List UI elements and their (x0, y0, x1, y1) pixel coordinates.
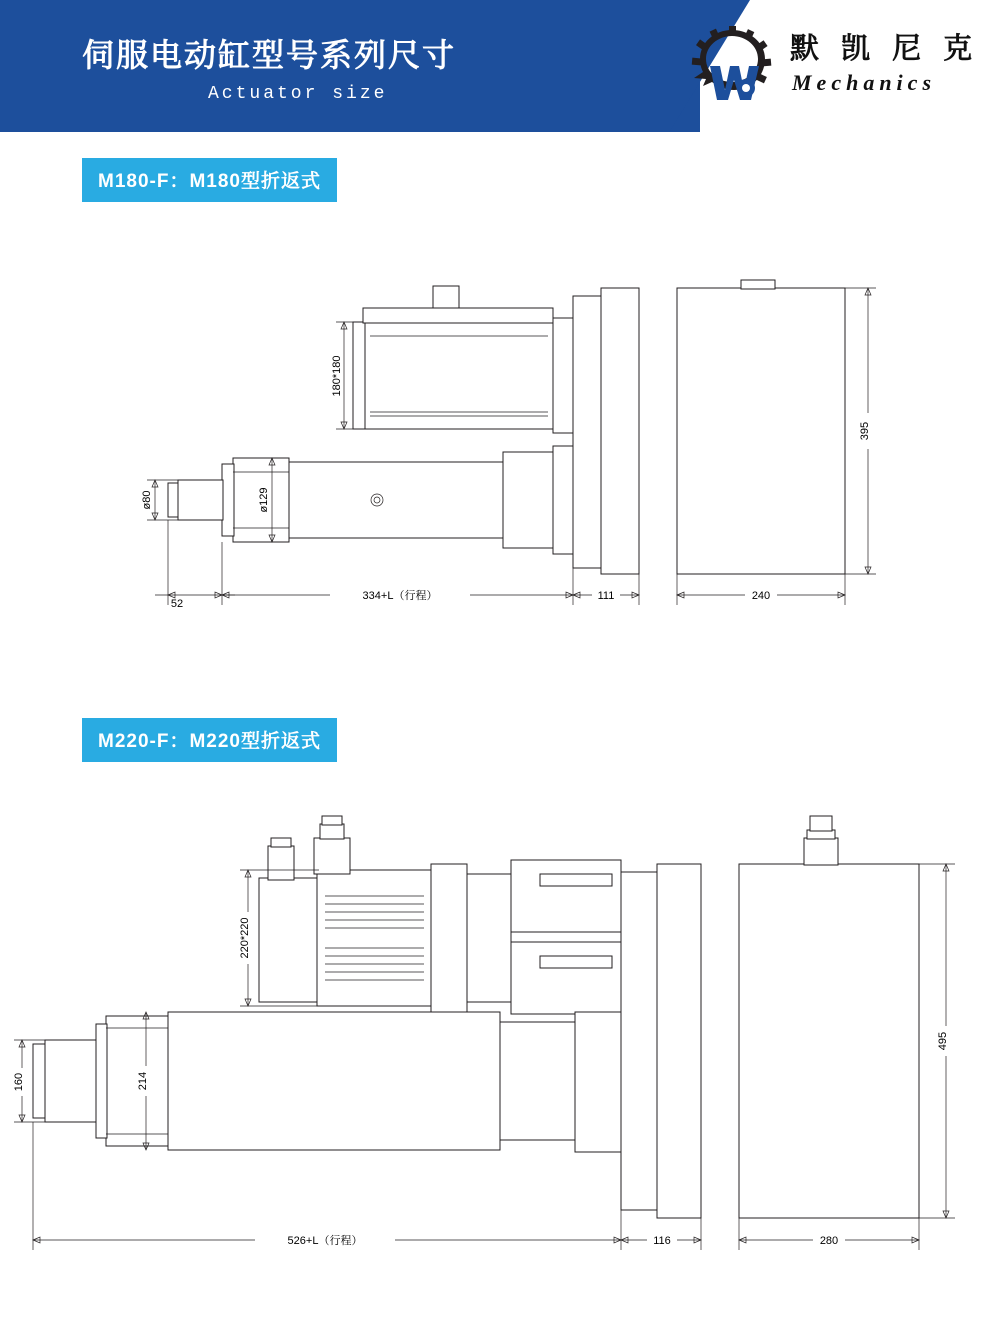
dim-body-diameter-m180: ø129 (258, 487, 270, 513)
dim-body-height-m220: 214 (137, 1071, 149, 1091)
dim-flange-length-m220: 116 (653, 1235, 671, 1247)
logo-text-en: Mechanics (792, 70, 936, 95)
dim-side-width-m180: 240 (751, 590, 771, 602)
page-title-en: Actuator size (208, 84, 388, 104)
technical-drawing-m180 (0, 250, 1000, 650)
dim-side-height-m220: 495 (937, 1031, 949, 1051)
logo-text-cn: 默 凯 尼 克 (790, 33, 980, 65)
dim-rod-diameter-m180: ø80 (141, 490, 153, 510)
dim-side-width-m220: 280 (819, 1235, 839, 1247)
dim-side-height-m180: 395 (859, 421, 871, 441)
dim-motor-height-m220: 220*220 (239, 917, 251, 959)
section-label-m220: M220-F：M220型折返式 (82, 718, 337, 762)
dim-motor-height-m180: 180*180 (331, 355, 343, 397)
dim-flange-length-m180: 111 (597, 590, 615, 602)
dim-rod-height-m220: 160 (13, 1072, 25, 1092)
page-header (0, 0, 1000, 132)
dim-body-length-m180: 334+L（行程） (362, 590, 438, 602)
dim-rod-length-m180: 52 (170, 598, 184, 610)
page-title-cn: 伺服电动缸型号系列尺寸 (82, 37, 457, 73)
company-logo (686, 22, 980, 110)
dim-body-length-m220: 526+L（行程） (287, 1235, 363, 1247)
gear-logo-icon (686, 26, 784, 106)
section-label-m180: M180-F：M180型折返式 (82, 158, 337, 202)
technical-drawing-m220 (0, 800, 1000, 1280)
